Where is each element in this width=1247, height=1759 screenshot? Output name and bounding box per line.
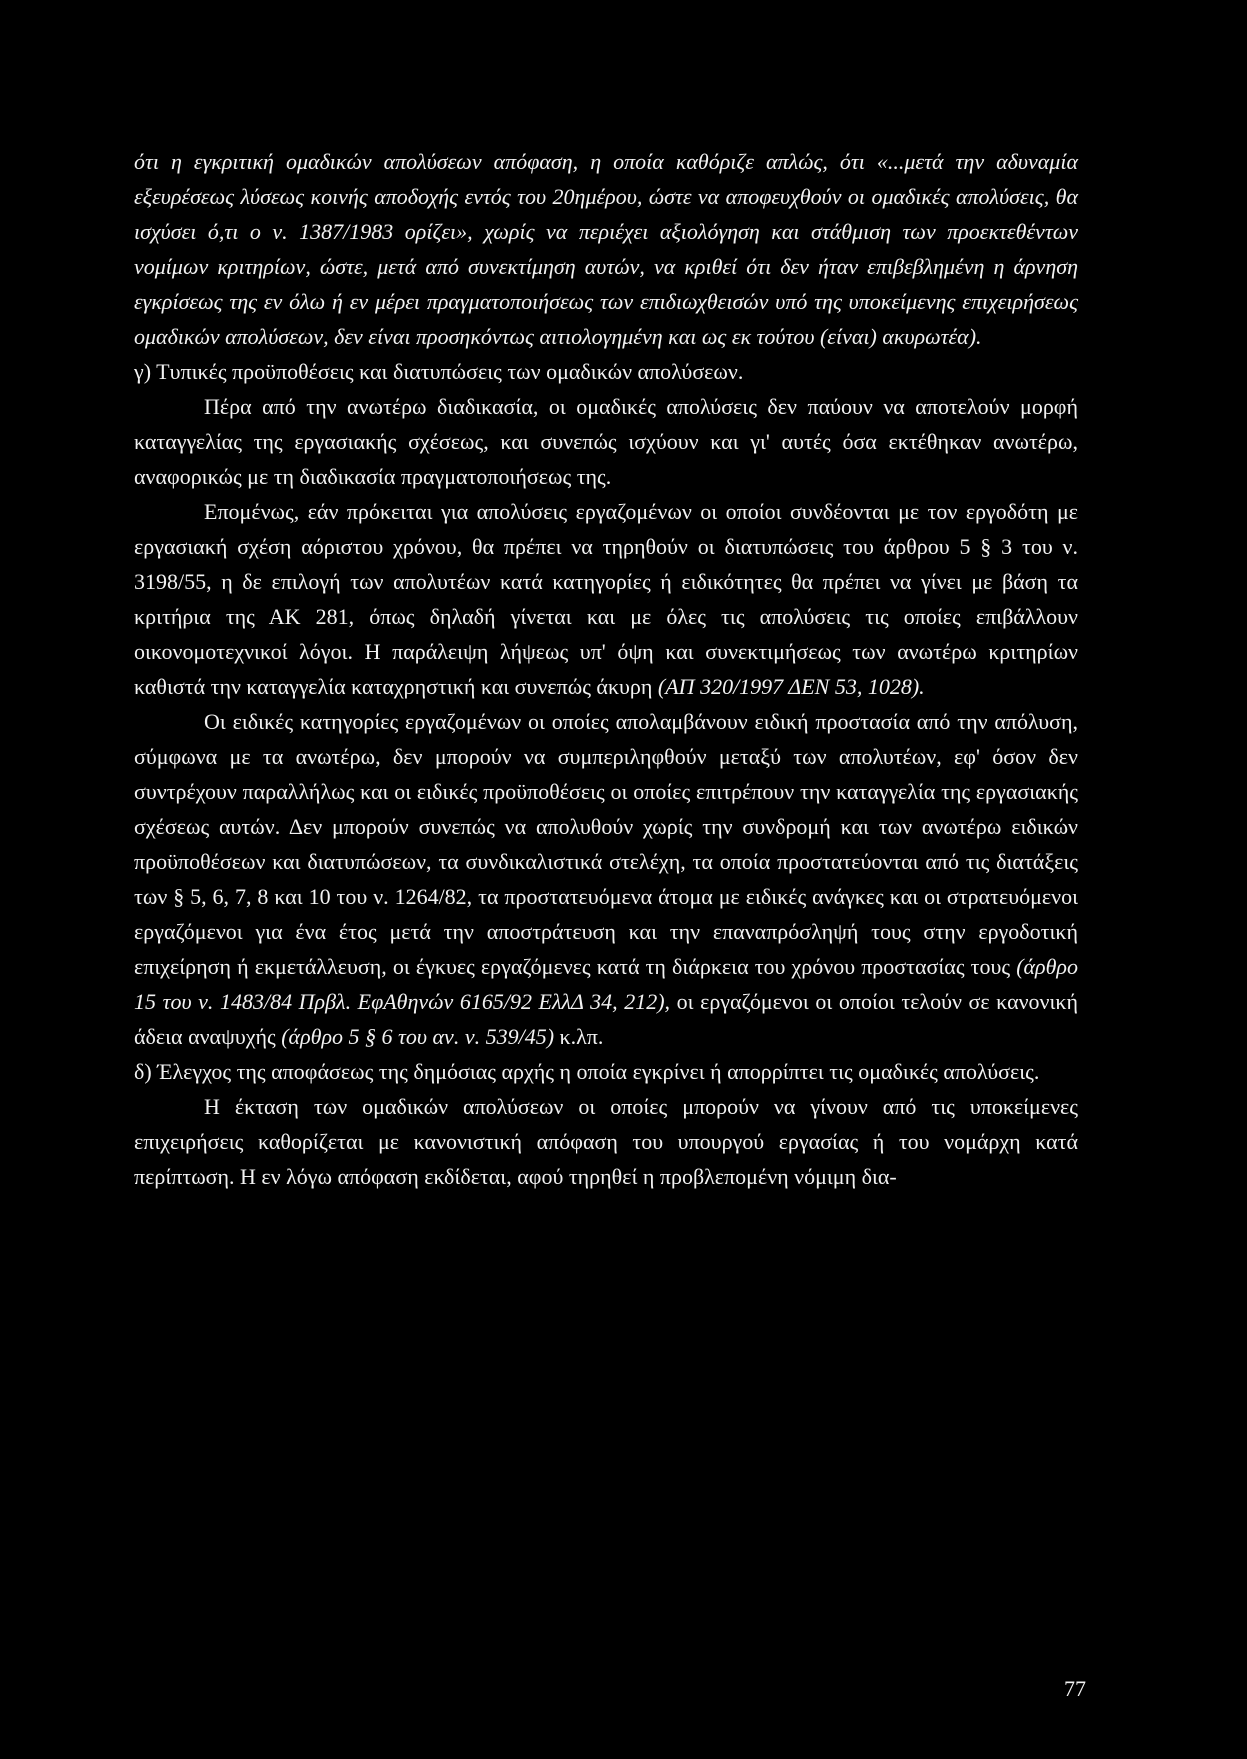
body-text	[134, 144, 1078, 1194]
paragraph-protected-categories	[134, 704, 1078, 1054]
paragraph-formalities	[134, 494, 1078, 704]
paragraph-quoted-decision	[134, 144, 1078, 354]
citation: (άρθρο 5 § 6 του αν. ν. 539/45)	[281, 1024, 555, 1049]
citation: (άρθρο 15 του ν. 1483/84 Πρβλ. ΕφΑθηνών 6165/92 ΕλλΔ 34, 212),	[134, 954, 1078, 1014]
page-number: 77	[1064, 1676, 1086, 1701]
paragraph-text: οι εργαζόμενοι οι οποίοι τελούν σε κανονική άδεια αναψυχής	[134, 989, 1078, 1049]
paragraph-text: κ.λπ.	[554, 1024, 604, 1049]
paragraph-text: ότι η εγκριτική ομαδικών απολύσεων απόφαση, η οποία καθόριζε απλώς, ότι «...μετά την αδυναμία εξευρέσεως λύσεως κοινής αποδοχής εντός του 20ημέρου, ώστε να αποφευχθούν οι ομαδικές απολύσεις, θα ισχύσει ό,τι ο ν. 1387/1983 ορίζει», χωρίς να περιέχει αξιολόγηση και στάθμιση των προεκτεθέντων νομίμων κριτηρίων, ώστε, μετά από συνεκτίμηση αυτών, να κριθεί ότι δεν ήταν επιβεβλημένη η άρνηση εγκρίσεως της εν όλω ή εν μέρει πραγματοποιήσεως των επιδιωχθεισών υπό της υποκείμενης επιχειρήσεως ομαδικών απολύσεων, δεν είναι προσηκόντως αιτιολογημένη και ως εκ τούτου (είναι) ακυρωτέα).	[134, 149, 1078, 349]
section-heading-c: γ) Τυπικές προϋποθέσεις και διατυπώσεις των ομαδικών απολύσεων.	[134, 359, 744, 384]
paragraph-collective-dismissal-form: Πέρα από την ανωτέρω διαδικασία, οι ομαδικές απολύσεις δεν παύουν να αποτελούν μορφή καταγγελίας της εργασιακής σχέσεως, και συνεπώς ισχύουν και γι' αυτές όσα εκτέθηκαν ανωτέρω, αναφορικώς με τη διαδικασία πραγματοποιήσεως της.	[134, 394, 1078, 489]
section-heading-d: δ) Έλεγχος της αποφάσεως της δημόσιας αρχής η οποία εγκρίνει ή απορρίπτει τις ομαδικές απολύσεις.	[134, 1059, 1040, 1084]
paragraph-text: Επομένως, εάν πρόκειται για απολύσεις εργαζομένων οι οποίοι συνδέονται με τον εργοδότη με εργασιακή σχέση αόριστου χρόνου, θα πρέπει να τηρηθούν οι διατυπώσεις του άρθρου 5 § 3 του ν. 3198/55, η δε επιλογή των απολυτέων κατά κατηγορίες ή ειδικότητες θα πρέπει να γίνει με βάση τα κριτήρια της ΑΚ 281, όπως δηλαδή γίνεται και με όλες τις απολύσεις τις οποίες επιβάλλουν οικονομοτεχνικοί λόγοι. Η παράλειψη λήψεως υπ' όψη και συνεκτιμήσεως των ανωτέρω κριτηρίων καθιστά την καταγγελία καταχρηστική και συνεπώς άκυρη	[134, 499, 1078, 699]
paragraph-scope-of-dismissals: Η έκταση των ομαδικών απολύσεων οι οποίες μπορούν να γίνουν από τις υποκείμενες επιχειρήσεις καθορίζεται με κανονιστική απόφαση του υπουργού εργασίας ή του νομάρχη κατά περίπτωση. Η εν λόγω απόφαση εκδίδεται, αφού τηρηθεί η προβλεπομένη νόμιμη δια-	[134, 1094, 1078, 1189]
citation: (ΑΠ 320/1997 ΔΕΝ 53, 1028).	[657, 674, 925, 699]
paragraph-text: Οι ειδικές κατηγορίες εργαζομένων οι οποίες απολαμβάνουν ειδική προστασία από την απόλυση, σύμφωνα με τα ανωτέρω, δεν μπορούν να συμπεριληφθούν μεταξύ των απολυτέων, εφ' όσον δεν συντρέχουν παραλλήλως και οι ειδικές προϋποθέσεις οι οποίες επιτρέπουν την καταγγελία της εργασιακής σχέσεως αυτών. Δεν μπορούν συνεπώς να απολυθούν χωρίς την συνδρομή και των ανωτέρω ειδικών προϋποθέσεων και διατυπώσεων, τα συνδικαλιστικά στελέχη, τα οποία προστατεύονται από τις διατάξεις των § 5, 6, 7, 8 και 10 του ν. 1264/82, τα προστατευόμενα άτομα με ειδικές ανάγκες και οι στρατευόμενοι εργαζόμενοι για ένα έτος μετά την αποστράτευση και την επαναπρόσληψή τους στην εργοδοτική επιχείρηση ή εκμετάλλευση, οι έγκυες εργαζόμενες κατά τη διάρκεια του χρόνου προστασίας τους	[134, 709, 1078, 979]
